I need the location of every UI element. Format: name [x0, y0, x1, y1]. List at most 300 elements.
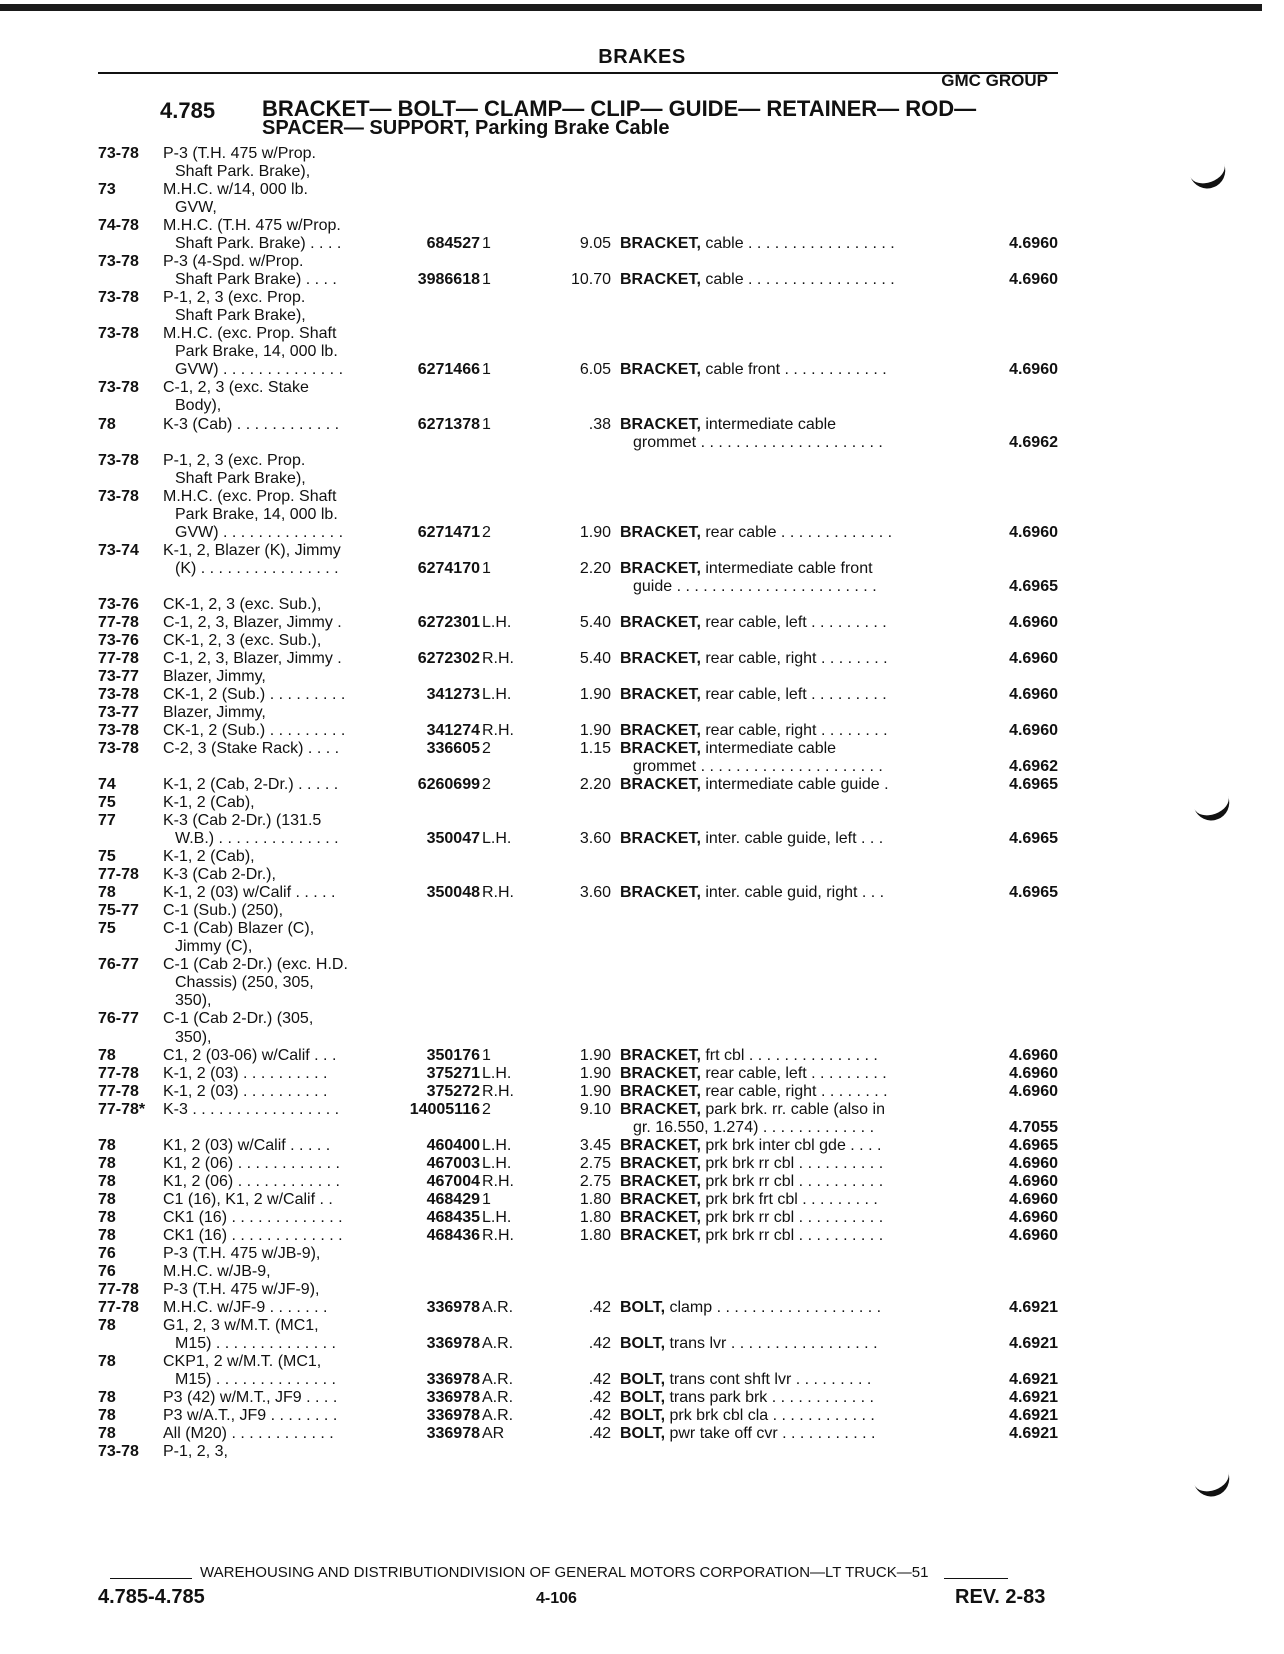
parts-row	[0, 1047, 1284, 1067]
footer-range: 4.785-4.785	[98, 1586, 205, 1608]
model-year: 77-78	[98, 649, 139, 667]
part-number: 341274	[426, 722, 480, 739]
part-number: 6272301	[417, 613, 480, 631]
part-number: 336978	[426, 1335, 480, 1352]
part-detail: gr. 16.550, 1.274) . . . . . . . . . . . . .	[633, 1118, 875, 1136]
quantity: A.R.	[482, 1389, 514, 1407]
part-number: 341273	[426, 685, 480, 703]
model-year: 77-78	[98, 613, 139, 631]
price: 10.70	[570, 271, 611, 289]
footer-division-line	[110, 1563, 1060, 1583]
model-year: 78	[98, 1046, 116, 1064]
part-detail: trans park brk . . . . . . . . . . . .	[665, 1389, 874, 1407]
model-application: M.H.C. w/JF-9 . . . . . . .	[163, 1298, 328, 1316]
part-description	[620, 361, 940, 379]
model-application: Jimmy (C),	[175, 938, 253, 956]
parts-row	[0, 542, 1284, 562]
model-year: 73-78	[98, 1443, 139, 1461]
page-title: BRAKES	[598, 46, 686, 68]
model-year: 73-76	[98, 595, 139, 613]
model-year: 73-78	[98, 451, 139, 469]
price: 1.90	[579, 1046, 611, 1064]
part-description	[620, 1173, 940, 1191]
part-name: BRACKET,	[620, 1208, 701, 1226]
parts-row	[0, 1299, 1284, 1319]
part-name: BRACKET,	[620, 415, 701, 433]
model-year: 78	[98, 1317, 116, 1334]
parts-row	[0, 470, 1284, 490]
model-year: 73-76	[98, 631, 139, 649]
parts-row	[0, 884, 1284, 904]
part-detail: guide . . . . . . . . . . . . . . . . . . . . . . .	[633, 577, 877, 595]
model-year: 73-78	[98, 325, 139, 343]
parts-row	[0, 1010, 1284, 1030]
model-year: 73-78	[98, 253, 139, 271]
price: 1.80	[579, 1226, 611, 1244]
parts-row	[0, 199, 1284, 219]
group-number: 4.6960	[1009, 1190, 1058, 1208]
model-application: CK1 (16) . . . . . . . . . . . . .	[163, 1226, 343, 1244]
part-number: 336978	[426, 1425, 480, 1443]
model-application: Shaft Park. Brake),	[175, 163, 311, 180]
parts-row	[0, 1083, 1284, 1103]
quantity: L.H.	[482, 613, 512, 631]
model-year: 73-78	[98, 740, 139, 757]
part-name: BRACKET,	[620, 740, 701, 757]
parts-row	[0, 235, 1284, 255]
group-number: 4.6960	[1009, 1064, 1058, 1082]
model-application: K-1, 2 (Cab),	[163, 794, 255, 812]
part-description	[620, 1137, 940, 1155]
model-application: K-3 . . . . . . . . . . . . . . . . .	[163, 1100, 340, 1118]
parts-row	[0, 361, 1284, 381]
model-application: CK1 (16) . . . . . . . . . . . . .	[163, 1208, 343, 1226]
part-detail: inter. cable guid, right . . .	[700, 884, 885, 902]
price: 9.10	[579, 1100, 611, 1118]
part-detail: trans cont shft lvr . . . . . . . . .	[665, 1371, 872, 1388]
model-year: 76	[98, 1262, 116, 1280]
parts-row	[0, 560, 1284, 580]
parts-row	[0, 812, 1284, 832]
parts-row	[0, 686, 1284, 706]
part-detail: rear cable, left . . . . . . . . .	[700, 685, 887, 703]
parts-row	[0, 452, 1284, 472]
parts-row	[0, 848, 1284, 868]
group-number: 4.7055	[1009, 1118, 1058, 1136]
part-description	[620, 884, 940, 902]
group-number: 4.6960	[1009, 1046, 1058, 1064]
price: 1.80	[579, 1208, 611, 1226]
part-name: BRACKET,	[620, 235, 701, 253]
part-description	[620, 614, 940, 632]
quantity: 2	[482, 740, 491, 757]
part-detail: grommet . . . . . . . . . . . . . . . . . . . . .	[633, 758, 883, 775]
part-number: 336978	[426, 1371, 480, 1388]
parts-row	[0, 938, 1284, 958]
quantity: 1	[482, 1190, 491, 1208]
model-application: K1, 2 (03) w/Calif . . . . .	[163, 1136, 331, 1154]
model-application: Blazer, Jimmy,	[163, 667, 266, 685]
group-number: 4.6921	[1009, 1335, 1058, 1352]
binding-mark	[1194, 1470, 1235, 1501]
part-name: BRACKET,	[620, 613, 701, 631]
part-name: BRACKET,	[620, 523, 701, 541]
parts-row	[0, 271, 1284, 291]
parts-row	[0, 217, 1284, 237]
parts-row	[0, 794, 1284, 814]
part-number: 6260699	[417, 776, 480, 794]
part-description	[620, 650, 940, 668]
group-number: 4.6921	[1009, 1298, 1058, 1316]
quantity: L.H.	[482, 1208, 512, 1226]
part-description	[620, 1389, 940, 1407]
part-detail: prk brk cbl cla . . . . . . . . . . . .	[665, 1407, 875, 1425]
part-description	[620, 235, 940, 253]
part-description	[620, 740, 940, 758]
part-detail: prk brk rr cbl . . . . . . . . . .	[700, 1208, 884, 1226]
price: 1.80	[579, 1190, 611, 1208]
part-description	[620, 1191, 940, 1209]
model-year: 78	[98, 1353, 116, 1370]
parts-row	[0, 1227, 1284, 1247]
parts-row	[0, 1119, 1284, 1139]
part-number: 336605	[426, 740, 480, 757]
model-application: C-1, 2, 3, Blazer, Jimmy .	[163, 613, 342, 631]
parts-row	[0, 1335, 1284, 1355]
price: .42	[588, 1425, 611, 1443]
part-number: 468436	[426, 1226, 480, 1244]
model-application: Park Brake, 14, 000 lb.	[175, 505, 338, 523]
model-application: M.H.C. (exc. Prop. Shaft	[163, 325, 337, 343]
parts-row	[0, 1029, 1284, 1049]
parts-row	[0, 740, 1284, 760]
part-name: BRACKET,	[620, 649, 701, 667]
quantity: 2	[482, 1100, 491, 1118]
group-number: 4.6960	[1009, 361, 1058, 379]
model-application: 350),	[175, 1028, 212, 1046]
part-name: BRACKET,	[620, 776, 701, 794]
part-number: 375272	[426, 1082, 480, 1100]
model-application: CK-1, 2, 3 (exc. Sub.),	[163, 595, 322, 613]
part-number: 336978	[426, 1389, 480, 1407]
model-year: 76-77	[98, 956, 139, 974]
group-number: 4.6960	[1009, 685, 1058, 703]
price: 2.20	[579, 559, 611, 577]
part-number: 336978	[426, 1407, 480, 1425]
price: .42	[588, 1371, 611, 1388]
part-detail: cable . . . . . . . . . . . . . . . . .	[700, 271, 895, 289]
model-application: P-3 (4-Spd. w/Prop.	[163, 253, 304, 271]
parts-row	[0, 434, 1284, 454]
part-number: 467004	[426, 1172, 480, 1190]
part-name: BOLT,	[620, 1335, 666, 1352]
price: 9.05	[579, 235, 611, 253]
part-number: 468429	[426, 1190, 480, 1208]
group-number: 4.6965	[1009, 1136, 1058, 1154]
model-year: 75	[98, 794, 116, 812]
part-number: 467003	[426, 1154, 480, 1172]
part-name: BRACKET,	[620, 1172, 701, 1190]
model-application: All (M20) . . . . . . . . . . . .	[163, 1425, 334, 1443]
price: 2.20	[579, 776, 611, 794]
part-name: BRACKET,	[620, 559, 701, 577]
model-application: P-1, 2, 3,	[163, 1443, 228, 1461]
model-application: C-1 (Cab) Blazer (C),	[163, 920, 315, 938]
price: .38	[588, 415, 611, 433]
part-name: BRACKET,	[620, 1082, 701, 1100]
quantity: 1	[482, 415, 491, 433]
model-application: P-3 (T.H. 475 w/JF-9),	[163, 1280, 320, 1298]
part-description	[620, 416, 940, 434]
parts-row	[0, 1155, 1284, 1175]
model-application: Chassis) (250, 305,	[175, 974, 314, 992]
parts-row	[0, 1137, 1284, 1157]
model-application: P3 (42) w/M.T., JF9 . . . .	[163, 1389, 338, 1407]
model-application: GVW) . . . . . . . . . . . . . .	[175, 523, 344, 541]
parts-row	[0, 1371, 1284, 1391]
model-application: C-1, 2, 3, Blazer, Jimmy .	[163, 649, 342, 667]
group-number: 4.6960	[1009, 613, 1058, 631]
quantity: AR	[482, 1425, 505, 1443]
part-description	[620, 1335, 940, 1353]
model-application: 350),	[175, 992, 212, 1010]
part-detail: trans lvr . . . . . . . . . . . . . . . . .	[665, 1335, 878, 1352]
model-application: CKP1, 2 w/M.T. (MC1,	[163, 1353, 322, 1370]
price: 2.75	[579, 1172, 611, 1190]
part-description	[620, 722, 940, 740]
model-application: K-1, 2, Blazer (K), Jimmy	[163, 541, 341, 559]
model-year: 78	[98, 1208, 116, 1226]
parts-row	[0, 343, 1284, 363]
parts-row	[0, 668, 1284, 688]
model-application: P-3 (T.H. 475 w/Prop.	[163, 145, 316, 162]
part-description	[620, 1083, 940, 1101]
parts-row	[0, 416, 1284, 436]
parts-row	[0, 524, 1284, 544]
part-name: BRACKET,	[620, 685, 701, 703]
part-name: BOLT,	[620, 1371, 666, 1388]
footer-rule-right	[944, 1578, 1008, 1579]
model-application: C-1 (Sub.) (250),	[163, 902, 284, 920]
part-detail: rear cable, right . . . . . . . .	[700, 649, 888, 667]
part-description	[633, 758, 940, 776]
part-number: 468435	[426, 1208, 480, 1226]
parts-row	[0, 1317, 1284, 1337]
part-name: BRACKET,	[620, 884, 701, 902]
price: .42	[588, 1407, 611, 1425]
group-number: 4.6960	[1009, 235, 1058, 253]
footer-revision: REV. 2-83	[955, 1586, 1046, 1608]
part-description	[620, 1299, 940, 1317]
parts-row	[0, 1209, 1284, 1229]
model-application: CK-1, 2 (Sub.) . . . . . . . . .	[163, 722, 346, 739]
model-application: M15) . . . . . . . . . . . . . .	[175, 1371, 336, 1388]
model-application: Body),	[175, 397, 222, 415]
model-application: C-1, 2, 3 (exc. Stake	[163, 379, 309, 397]
price: 2.75	[579, 1154, 611, 1172]
parts-row	[0, 650, 1284, 670]
part-detail: intermediate cable front	[700, 559, 873, 577]
group-number: 4.6960	[1009, 271, 1058, 289]
parts-row	[0, 1245, 1284, 1265]
part-detail: rear cable, left . . . . . . . . .	[700, 1064, 887, 1082]
part-name: BRACKET,	[620, 1226, 701, 1244]
part-name: BRACKET,	[620, 1190, 701, 1208]
model-application: K-1, 2 (03) . . . . . . . . . .	[163, 1064, 328, 1082]
quantity: R.H.	[482, 722, 514, 739]
quantity: A.R.	[482, 1407, 514, 1425]
top-border	[0, 4, 1262, 11]
group-number: 4.6921	[1009, 1371, 1058, 1388]
parts-row	[0, 902, 1284, 922]
price: 1.90	[579, 1082, 611, 1100]
quantity: R.H.	[482, 1172, 514, 1190]
group-number: 4.6960	[1009, 1172, 1058, 1190]
model-year: 73-78	[98, 487, 139, 505]
model-application: C-1 (Cab 2-Dr.) (305,	[163, 1010, 314, 1028]
group-number: 4.6921	[1009, 1407, 1058, 1425]
model-application: K1, 2 (06) . . . . . . . . . . . .	[163, 1154, 340, 1172]
part-description	[620, 1065, 940, 1083]
part-number: 350048	[426, 884, 480, 902]
parts-row	[0, 1425, 1284, 1445]
part-description	[620, 1227, 940, 1245]
quantity: 2	[482, 776, 491, 794]
part-description	[620, 1371, 940, 1389]
parts-row	[0, 920, 1284, 940]
part-name: BRACKET,	[620, 1136, 701, 1154]
part-description	[620, 1407, 940, 1425]
part-number: 6274170	[417, 559, 480, 577]
part-name: BRACKET,	[620, 361, 701, 379]
part-detail: prk brk rr cbl . . . . . . . . . .	[700, 1172, 884, 1190]
model-year: 73-77	[98, 667, 139, 685]
group-number: 4.6960	[1009, 1154, 1058, 1172]
section-subtitle: SPACER— SUPPORT, Parking Brake Cable	[262, 117, 670, 139]
part-detail: cable front . . . . . . . . . . . .	[700, 361, 887, 379]
quantity: A.R.	[482, 1298, 514, 1316]
model-year: 75-77	[98, 902, 139, 920]
quantity: L.H.	[482, 1064, 512, 1082]
part-detail: rear cable, left . . . . . . . . .	[700, 613, 887, 631]
parts-row	[0, 1281, 1284, 1301]
model-application: CK-1, 2 (Sub.) . . . . . . . . .	[163, 685, 346, 703]
model-year: 78	[98, 1154, 116, 1172]
parts-row	[0, 704, 1284, 724]
part-number: 6271378	[417, 415, 480, 433]
model-application: GVW,	[175, 199, 217, 217]
parts-row	[0, 1443, 1284, 1463]
group-number: 4.6960	[1009, 722, 1058, 739]
quantity: A.R.	[482, 1335, 514, 1352]
part-detail: prk brk rr cbl . . . . . . . . . .	[700, 1154, 884, 1172]
part-description	[633, 578, 940, 596]
part-detail: inter. cable guide, left . . .	[700, 830, 884, 848]
model-year: 78	[98, 1136, 116, 1154]
quantity: R.H.	[482, 884, 514, 902]
price: 3.45	[579, 1136, 611, 1154]
model-year: 73-78	[98, 145, 139, 162]
section-title: BRACKET— BOLT— CLAMP— CLIP— GUIDE— RETAINER— ROD—	[262, 96, 977, 121]
model-application: (K) . . . . . . . . . . . . . . . .	[175, 559, 339, 577]
part-name: BRACKET,	[620, 271, 701, 289]
parts-row	[0, 1407, 1284, 1427]
part-number: 350176	[426, 1046, 480, 1064]
part-detail: prk brk frt cbl . . . . . . . . .	[700, 1190, 878, 1208]
part-name: BRACKET,	[620, 830, 701, 848]
price: 1.15	[579, 740, 611, 757]
quantity: 1	[482, 559, 491, 577]
part-description	[620, 524, 940, 542]
part-detail: rear cable, right . . . . . . . .	[700, 722, 888, 739]
model-application: Shaft Park Brake),	[175, 307, 306, 325]
part-detail: cable . . . . . . . . . . . . . . . . .	[700, 235, 895, 253]
model-application: M.H.C. w/14, 000 lb.	[163, 181, 308, 199]
model-application: K-3 (Cab) . . . . . . . . . . . .	[163, 415, 340, 433]
quantity: 1	[482, 235, 491, 253]
model-year: 78	[98, 1389, 116, 1407]
part-detail: prk brk inter cbl gde . . . .	[700, 1136, 882, 1154]
part-number: 350047	[426, 830, 480, 848]
quantity: R.H.	[482, 1226, 514, 1244]
part-number: 6271466	[417, 361, 480, 379]
group-number: 4.6962	[1009, 433, 1058, 451]
part-name: BOLT,	[620, 1425, 666, 1443]
model-year: 78	[98, 415, 116, 433]
part-number: 460400	[426, 1136, 480, 1154]
model-year: 77	[98, 812, 116, 830]
model-application: W.B.) . . . . . . . . . . . . . .	[175, 830, 339, 848]
quantity: R.H.	[482, 649, 514, 667]
parts-row	[0, 1353, 1284, 1373]
model-year: 77-78	[98, 1064, 139, 1082]
group-number: 4.6921	[1009, 1389, 1058, 1407]
model-year: 77-78	[98, 1298, 139, 1316]
part-name: BOLT,	[620, 1407, 666, 1425]
part-name: BOLT,	[620, 1389, 666, 1407]
part-description	[620, 830, 940, 848]
group-number: 4.6960	[1009, 1208, 1058, 1226]
price: 5.40	[579, 649, 611, 667]
parts-row	[0, 596, 1284, 616]
group-number: 4.6965	[1009, 577, 1058, 595]
model-year: 77-78	[98, 1082, 139, 1100]
model-year: 73-74	[98, 541, 139, 559]
model-year: 78	[98, 1190, 116, 1208]
quantity: L.H.	[482, 1154, 512, 1172]
model-year: 73-77	[98, 703, 139, 721]
model-year: 74-78	[98, 217, 139, 235]
parts-row	[0, 974, 1284, 994]
model-year: 73-78	[98, 685, 139, 703]
part-description	[633, 434, 940, 452]
header-rule	[98, 72, 1058, 74]
model-year: 73	[98, 181, 116, 199]
model-application: P-3 (T.H. 475 w/JB-9),	[163, 1244, 321, 1262]
part-name: BRACKET,	[620, 1100, 701, 1118]
parts-row	[0, 992, 1284, 1012]
model-application: P-1, 2, 3 (exc. Prop.	[163, 289, 306, 307]
part-name: BRACKET,	[620, 1064, 701, 1082]
model-application: Shaft Park Brake),	[175, 469, 306, 487]
part-name: BOLT,	[620, 1298, 666, 1316]
model-application: K-3 (Cab 2-Dr.) (131.5	[163, 812, 322, 830]
parts-row	[0, 379, 1284, 399]
parts-row	[0, 578, 1284, 598]
part-description	[620, 1101, 940, 1119]
parts-row	[0, 1101, 1284, 1121]
part-description	[620, 686, 940, 704]
